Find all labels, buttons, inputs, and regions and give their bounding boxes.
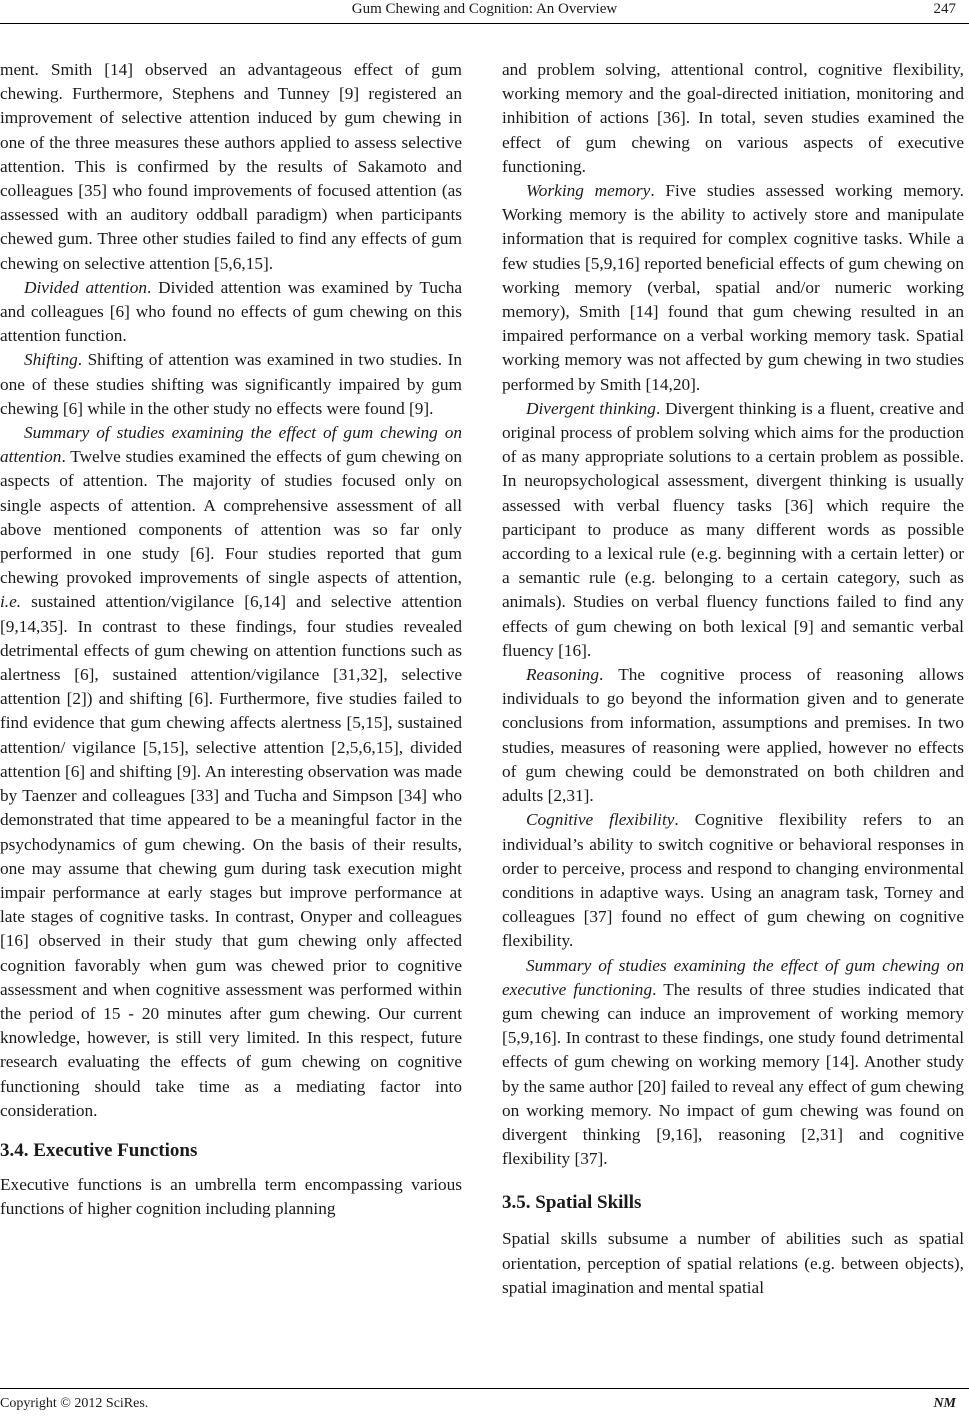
paragraph-text: . Shifting of attention was examined in two studies. In one of these studies shifting was significantly impaired by gum chewing [6] while in the other study no effects were found [9].	[0, 350, 462, 418]
paragraph-text: sustained attention/vigilance [6,14] and selective attention [9,14,35]. In contrast to these findings, four studies revealed detrimental effects of gum chewing on attention functions such as alertness [6], sustained attention/vigilance [31,32], selective attention [2]) and shifting [6]. Furthermore, five studies failed to find evidence that gum chewing affects alertness [5,15], sustained attention/ vigilance [5,15], selective attention [2,5,6,15], divided attention [6] and shifting [9]. An interesting observation was made by Taenzer and colleagues [33] and Tucha and Simpson [34] who demonstrated that time appeared to be a meaningful factor in the psychodynamics of gum chewing. On the basis of their results, one may assume that chewing gum during task execution might impair performance at early stages but improve performance at late stages of cognitive tasks. In contrast, Onyper and colleagues [16] observed in their study that gum chewing only affected cognition favorably when gum was chewed prior to cognitive assessment and when cognitive assessment was performed within the period of 15 - 20 minutes after gum chewing. Our current knowledge, however, is still very limited. In this respect, future research evaluating the effects of gum chewing on cognitive functioning should take time as a mediating factor into consideration.	[0, 592, 462, 1120]
run-in-heading: Divergent thinking	[526, 398, 656, 418]
paragraph-text: . Divided attention was examined by Tucha and colleagues [6] who found no effects of gum chewing on this attention function.	[0, 277, 462, 346]
run-in-heading: Summary of studies examining the effect of gum chewing on executive functioning	[502, 955, 964, 999]
paragraph-text: . The results of three studies indicated that gum chewing can induce an improvement of working memory [5,9,16]. In contrast to these findings, one study found detrimental effects of gum chewing on working memory [14]. Another study by the same author [20] failed to reveal any effect of gum chewing on working memory. No impact of gum chewing was found on divergent thinking [9,16], reasoning [2,31] and cognitive flexibility [37].	[502, 979, 964, 1169]
paragraph-working-memory	[502, 179, 964, 397]
section-heading-spatial-skills: 3.5. Spatial Skills	[502, 1192, 642, 1214]
copyright-notice: Copyright © 2012 SciRes.	[0, 1396, 149, 1411]
run-in-heading: Reasoning	[526, 665, 599, 685]
paragraph-reasoning	[502, 663, 964, 808]
paragraph: Spatial skills subsume a number of abilities such as spatial orientation, perception of spatial relations (e.g. between objects), spatial imagination and mental spatial	[502, 1229, 964, 1297]
paragraph: Executive functions is an umbrella term encompassing various functions of higher cognition including planning	[0, 1174, 462, 1219]
page-footer	[0, 1388, 969, 1416]
paragraph-attention-summary	[0, 421, 462, 1123]
left-column	[0, 58, 462, 1221]
header-divider	[0, 23, 969, 24]
paragraph-text: . Cognitive flexibility refers to an individual’s ability to switch cognitive or behavioral responses in order to perceive, process and respond to changing environmental conditions in adaptive ways. Using an anagram task, Torney and colleagues [37] found no effect of gum chewing on cognitive flexibility.	[502, 810, 964, 951]
run-in-heading: Divided attention	[24, 277, 147, 297]
paragraph-text: . Five studies assessed working memory. Working memory is the ability to actively store and manipulate information that is required for complex cognitive tasks. While a few studies [5,9,16] reported beneficial effects of gum chewing on working memory (verbal, spatial and/or numeric working memory), Smith [14] found that gum chewing resulted in an impaired performance on a verbal working memory task. Spatial working memory was not affected by gum chewing in two studies performed by Smith [14,20].	[502, 181, 964, 394]
paragraph-text: . The cognitive process of reasoning allows individuals to go beyond the information given and to generate conclusions from information, assumptions and premises. In two studies, measures of reasoning were applied, however no effects of gum chewing could be demonstrated on both children and adults [2,31].	[502, 665, 964, 806]
paragraph-cognitive-flexibility	[502, 808, 964, 953]
right-column	[502, 58, 964, 1300]
run-in-heading: Working memory	[526, 181, 651, 201]
paragraph-divergent-thinking	[502, 397, 964, 663]
paragraph: and problem solving, attentional control, cognitive flexibility, working memory and the goal-directed initiation, monitoring and inhibition of actions [36]. In total, seven studies examined the effect of gum chewing on various aspects of executive functioning.	[502, 60, 964, 176]
run-in-heading: Summary of studies examining the effect of gum chewing on attention	[0, 423, 462, 467]
run-in-heading: Shifting	[24, 350, 78, 370]
paragraph: ment. Smith [14] observed an advantageous effect of gum chewing. Furthermore, Stephens and Tunney [9] registered an improvement of selective attention induced by gum chewing in one of the three measures these authors applied to assess selective attention. This is confirmed by the results of Sakamoto and colleagues [35] who found improvements of focused attention (as assessed with an auditory oddball paradigm) when participants chewed gum. Three other studies failed to find any effects of gum chewing on selective attention [5,6,15].	[0, 60, 462, 273]
paragraph-text: . Twelve studies examined the effects of gum chewing on aspects of attention. The majority of studies focused only on single aspects of attention. A comprehensive assessment of all above mentioned components of attention was so far only performed in one study [6]. Four studies reported that gum chewing provoked improvements of single aspects of attention,	[0, 447, 462, 588]
running-title: Gum Chewing and Cognition: An Overview	[351, 1, 618, 17]
footer-divider	[0, 1388, 969, 1389]
paragraph-text: . Divergent thinking is a fluent, creative and original process of problem solving which aims for the production of as many appropriate solutions to a certain problem as possible. In neuropsychological assessment, divergent thinking is usually assessed with verbal fluency tasks [36] which require the participant to produce as many different words as possible according to a lexical rule (e.g. beginning with a certain letter) or a semantic rule (e.g. belonging to a certain category, such as animals). Studies on verbal fluency functions failed to find any effects of gum chewing on both lexical [9] and semantic verbal fluency [16].	[502, 398, 964, 660]
paragraph-divided-attention	[0, 276, 462, 349]
inline-italic: i.e.	[0, 592, 22, 612]
page-number: 247	[933, 1, 956, 17]
paragraph-shifting	[0, 348, 462, 421]
page-header	[0, 0, 969, 24]
run-in-heading: Cognitive flexibility	[526, 810, 675, 830]
journal-abbreviation: NM	[933, 1396, 956, 1411]
section-heading-executive-functions: 3.4. Executive Functions	[0, 1139, 198, 1161]
paragraph-executive-summary	[502, 954, 964, 1172]
